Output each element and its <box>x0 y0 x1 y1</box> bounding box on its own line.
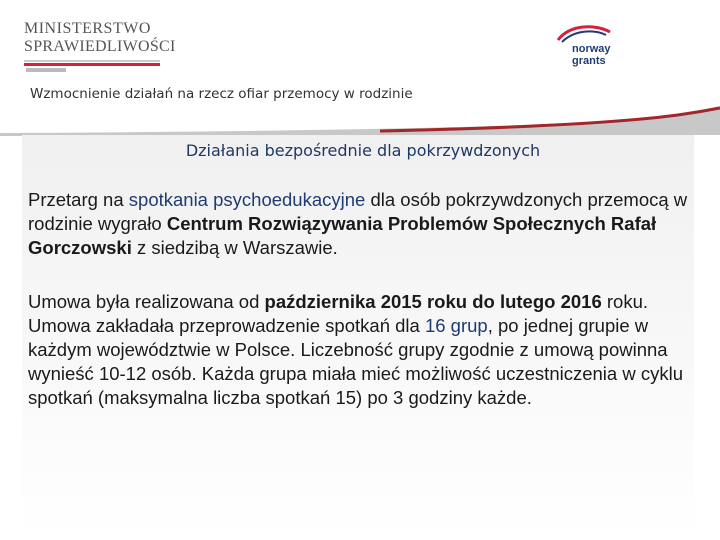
text-run: Umowa zakładała przeprowadzenie spotkań dla <box>28 315 425 336</box>
paragraph-contract <box>28 290 692 410</box>
flag-red-stripe <box>24 63 160 66</box>
highlight-meetings: spotkania psychoedukacyjne <box>128 189 366 210</box>
ministry-logo-line2: SPRAWIEDLIWOŚCI <box>24 38 176 55</box>
text-run: Umowa była realizowana od <box>28 291 265 312</box>
slide-header <box>0 0 720 135</box>
bold-organization-name: Centrum Rozwiązywania Problemów Społecznych Rafał Gorczowski <box>28 213 657 258</box>
text-run: Przetarg na <box>28 189 129 210</box>
text-run: z siedzibą w Warszawie. <box>131 237 338 258</box>
paragraph-tender <box>28 188 692 260</box>
header-swoosh <box>0 100 720 136</box>
right-margin <box>694 135 720 540</box>
slide-content <box>22 135 694 540</box>
bold-contract-period: października 2015 roku do lutego 2016 <box>264 291 602 312</box>
norway-grants-line1: norway <box>572 43 611 55</box>
ministry-logo <box>24 20 174 80</box>
text-run: , po jednej grupie w każdym województwie w Polsce. Liczebność grupy zgodnie z umową powinna wynieść 10-12 osób. Każda grupa miała mieć możliwość uczestniczenia w cyklu spotkań (maksymalna liczba spotkań 15) po 3 godziny każde. <box>28 315 683 408</box>
text-run: dla osób pokrzywdzonych przemocą w rodzinie wygrało <box>28 189 688 234</box>
ministry-logo-line1: MINISTERSTWO <box>24 20 151 37</box>
norway-grants-logo <box>552 22 634 76</box>
highlight-group-count: 16 grup <box>424 315 488 336</box>
ministry-url-mark <box>26 68 66 72</box>
norway-grants-line2: grants <box>572 55 606 67</box>
section-title: Działania bezpośrednie dla pokrzywdzonych <box>185 141 541 160</box>
flag-white-stripe <box>24 60 160 62</box>
project-subtitle: Wzmocnienie działań na rzecz ofiar przemocy w rodzinie <box>30 86 413 102</box>
text-run: roku. <box>601 291 649 312</box>
